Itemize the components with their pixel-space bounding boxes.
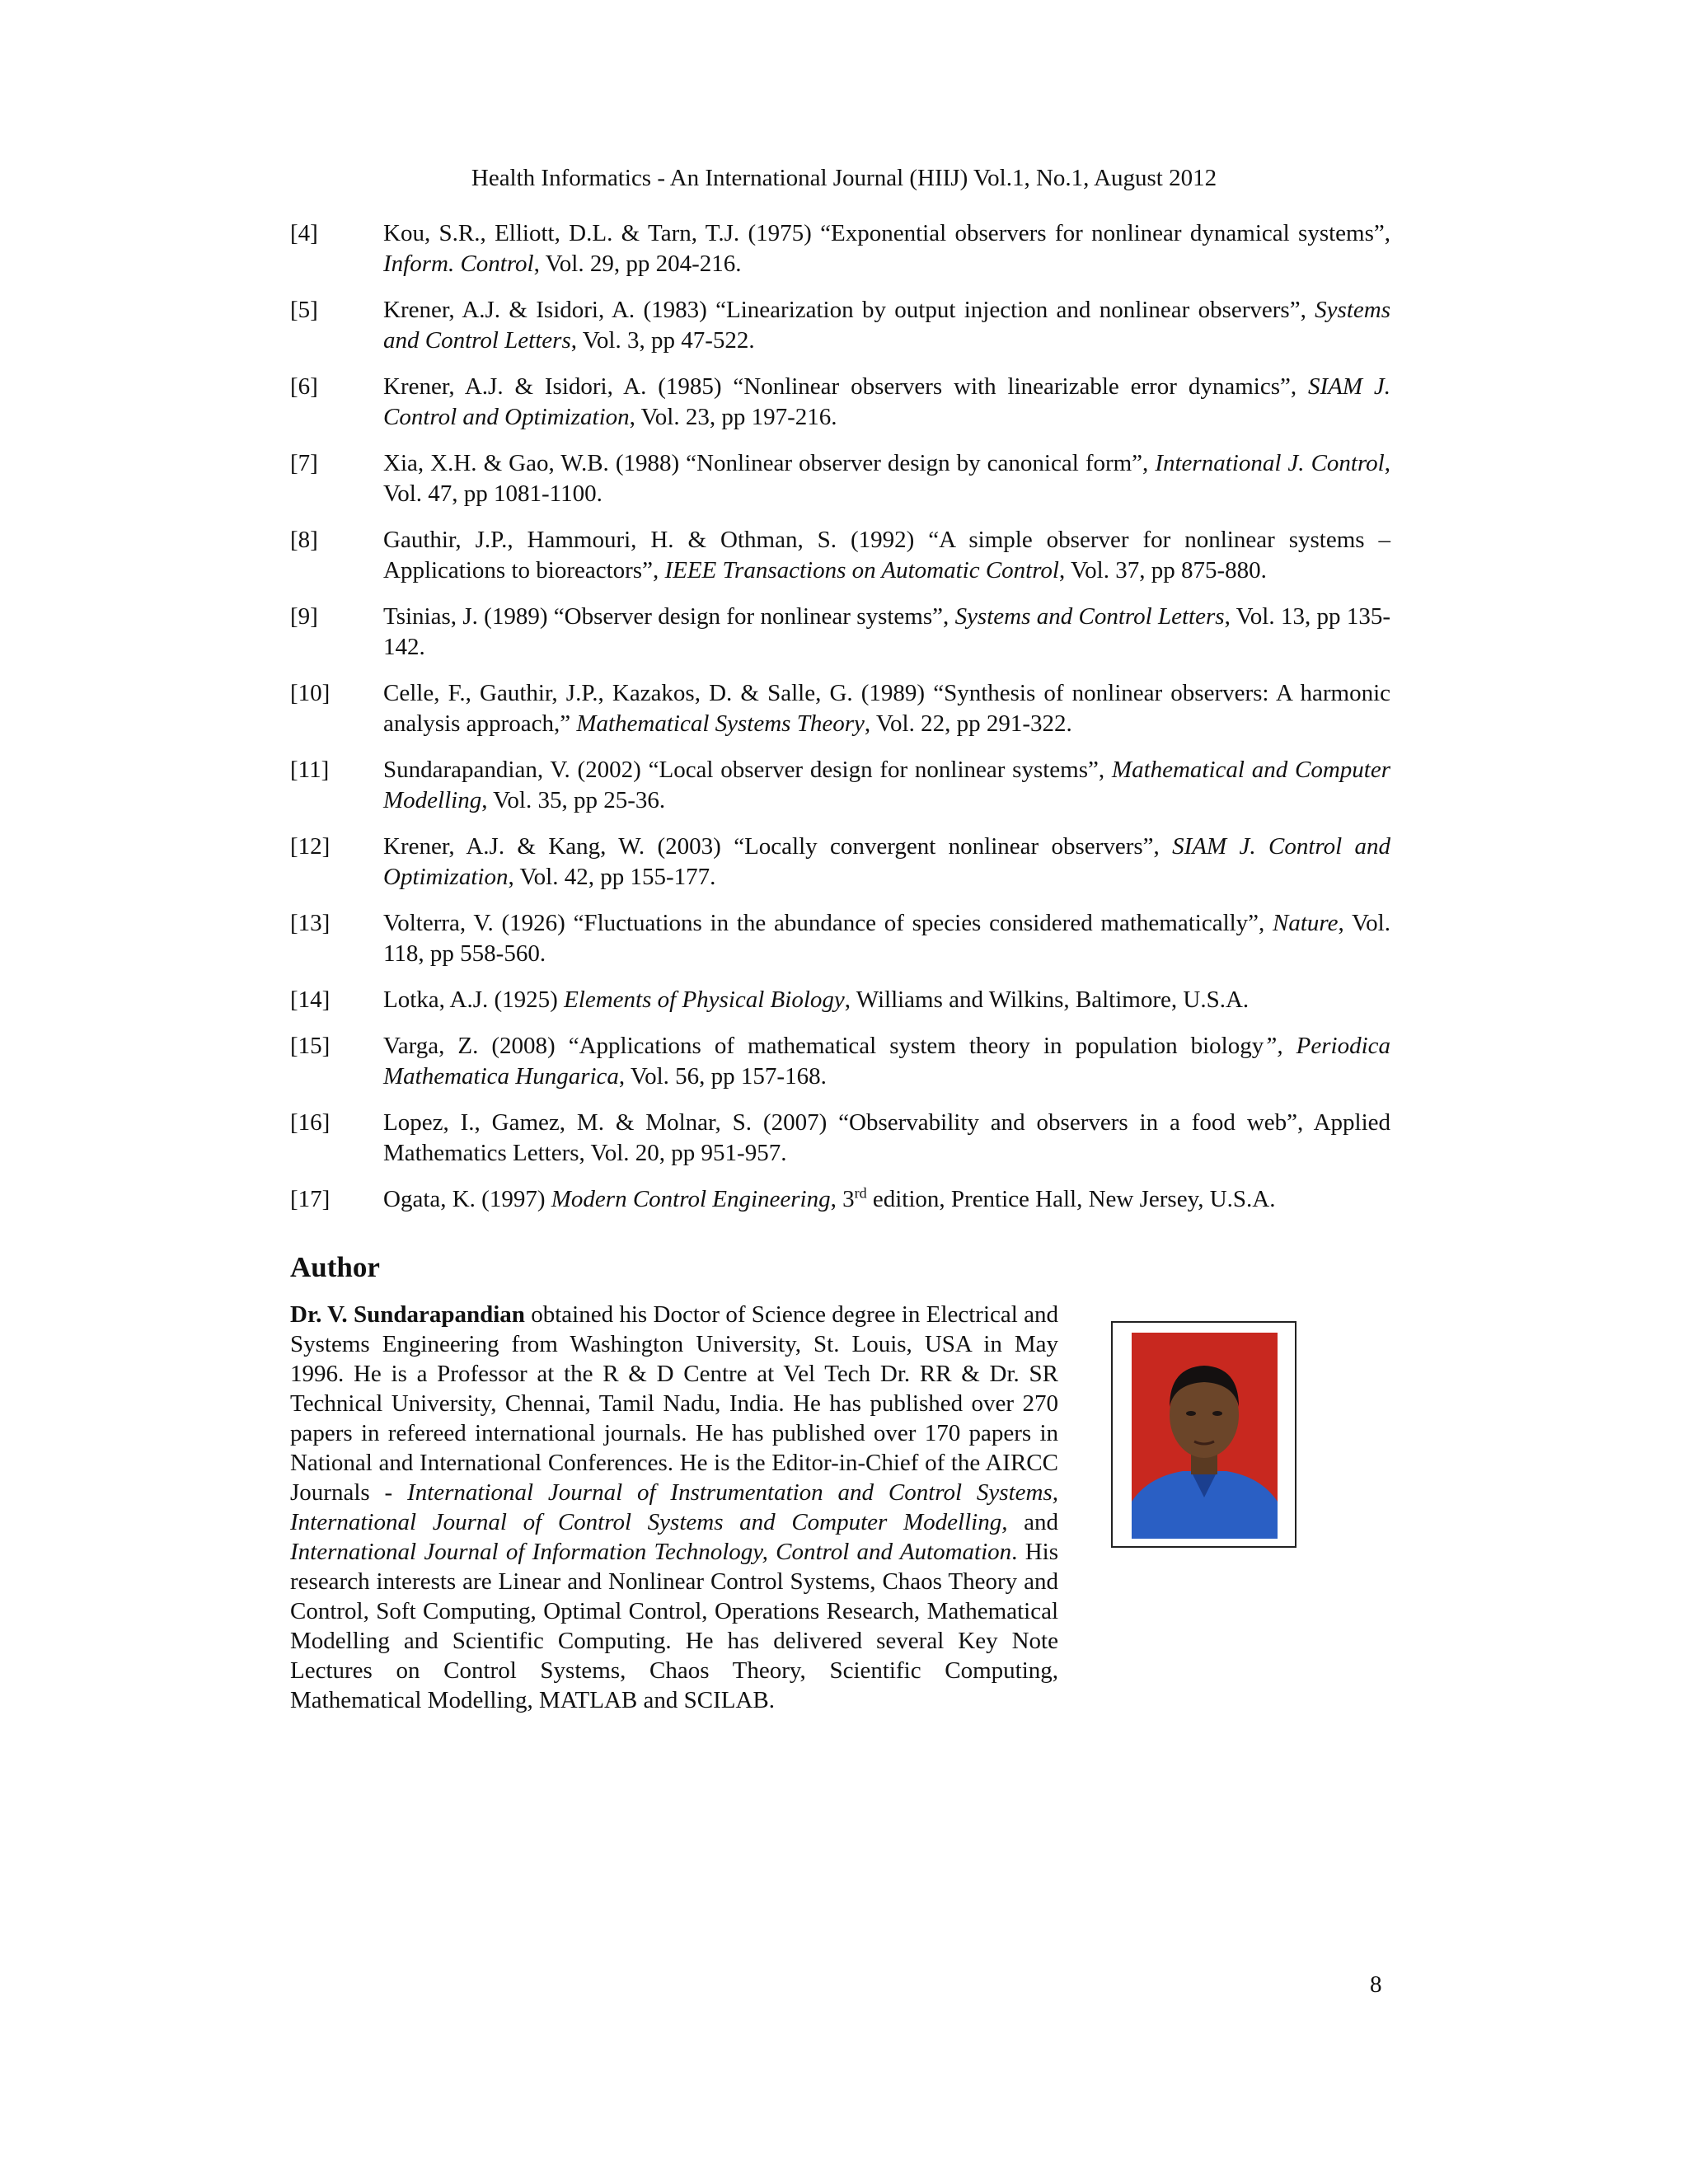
reference-number: [16] (290, 1109, 331, 1136)
reference-text: Lopez, I., Gamez, M. & Molnar, S. (2007) “Observability and observers in a food web”, Applied Mathematics Letters, Vol. 20, pp 951-957. (383, 1109, 1390, 1166)
page-number: 8 (1370, 1971, 1382, 1998)
reference-number: [9] (290, 603, 318, 630)
reference-number: [7] (290, 450, 318, 476)
reference-item (290, 1108, 1390, 1169)
reference-list (290, 218, 1390, 1230)
reference-text: Krener, A.J. & Isidori, A. (1983) “Linearization by output injection and nonlinear observers”, Systems and Control Letters, Vol. 3, pp 47-522. (383, 297, 1390, 354)
reference-number: [11] (290, 757, 330, 783)
reference-item (290, 832, 1390, 893)
author-portrait-image (1132, 1333, 1278, 1539)
reference-text: Xia, X.H. & Gao, W.B. (1988) “Nonlinear observer design by canonical form”, International J. Control, Vol. 47, pp 1081-1100. (383, 450, 1390, 507)
reference-text: Varga, Z. (2008) “Applications of mathematical system theory in population biology”, Periodica Mathematica Hungarica, Vol. 56, pp 157-168. (383, 1033, 1391, 1090)
reference-item (290, 525, 1390, 586)
reference-item (290, 1184, 1390, 1215)
reference-text: Sundarapandian, V. (2002) “Local observer design for nonlinear systems”, Mathematical and Computer Modelling, Vol. 35, pp 25-36. (383, 757, 1390, 813)
reference-number: [12] (290, 833, 331, 860)
author-photo (1111, 1321, 1296, 1548)
reference-text: Gauthir, J.P., Hammouri, H. & Othman, S. (1992) “A simple observer for nonlinear systems – Applications to bioreactors”, IEEE Transactions on Automatic Control, Vol. 37, pp 875-880. (383, 527, 1390, 583)
reference-item (290, 755, 1390, 816)
reference-text: Celle, F., Gauthir, J.P., Kazakos, D. & Salle, G. (1989) “Synthesis of nonlinear observers: A harmonic analysis approach,” Mathematical Systems Theory, Vol. 22, pp 291-322. (383, 680, 1390, 737)
reference-text: Krener, A.J. & Isidori, A. (1985) “Nonlinear observers with linearizable error dynamics”, SIAM J. Control and Optimization, Vol. 23, pp 197-216. (383, 373, 1391, 430)
reference-number: [8] (290, 527, 318, 553)
reference-number: [4] (290, 220, 318, 246)
reference-text: Ogata, K. (1997) Modern Control Engineering, 3rd edition, Prentice Hall, New Jersey, U.S.A. (383, 1184, 1276, 1212)
reference-item (290, 448, 1390, 509)
reference-item (290, 295, 1390, 356)
reference-item (290, 602, 1390, 663)
reference-item (290, 218, 1390, 279)
reference-number: [5] (290, 297, 318, 323)
reference-number: [13] (290, 910, 331, 936)
reference-item (290, 908, 1390, 969)
reference-text: Volterra, V. (1926) “Fluctuations in the abundance of species considered mathematically”, Nature, Vol. 118, pp 558-560. (383, 910, 1390, 967)
reference-number: [10] (290, 680, 331, 706)
running-header: Health Informatics - An International Journal (HIIJ) Vol.1, No.1, August 2012 (471, 165, 1217, 191)
reference-text: Krener, A.J. & Kang, W. (2003) “Locally convergent nonlinear observers”, SIAM J. Control and Optimization, Vol. 42, pp 155-177. (383, 833, 1390, 890)
author-bio: Dr. V. Sundarapandian obtained his Doctor of Science degree in Electrical and Systems Engineering from Washington University, St. Louis, USA in May 1996. He is a Professor at the R & D Centre at Vel Tech Dr. RR & Dr. SR Technical University, Chennai, Tamil Nadu, India. He has published over 270 papers in refereed international journals. He has published over 170 papers in National and International Conferences. He is the Editor-in-Chief of the AIRCC Journals - International Journal of Instrumentation and Control Systems, International Journal of Control Systems and Computer Modelling, and International Journal of Information Technology, Control and Automation. His research interests are Linear and Nonlinear Control Systems, Chaos Theory and Control, Soft Computing, Optimal Control, Operations Research, Mathematical Modelling and Scientific Computing. He has delivered several Key Note Lectures on Control Systems, Chaos Theory, Scientific Computing, Mathematical Modelling, MATLAB and SCILAB. (290, 1301, 1058, 1713)
reference-item (290, 678, 1390, 739)
reference-item (290, 372, 1390, 433)
reference-number: [15] (290, 1033, 331, 1059)
reference-number: [6] (290, 373, 318, 400)
author-heading: Author (290, 1251, 380, 1283)
reference-text: Kou, S.R., Elliott, D.L. & Tarn, T.J. (1975) “Exponential observers for nonlinear dynamical systems”, Inform. Control, Vol. 29, pp 204-216. (383, 220, 1390, 277)
reference-number: [17] (290, 1186, 331, 1212)
reference-number: [14] (290, 987, 331, 1013)
reference-text: Lotka, A.J. (1925) Elements of Physical Biology, Williams and Wilkins, Baltimore, U.S.A. (383, 987, 1250, 1013)
reference-item (290, 985, 1390, 1015)
reference-item (290, 1031, 1390, 1092)
reference-text: Tsinias, J. (1989) “Observer design for nonlinear systems”, Systems and Control Letters, Vol. 13, pp 135-142. (383, 603, 1390, 660)
author-name: Dr. V. Sundarapandian (290, 1301, 525, 1328)
